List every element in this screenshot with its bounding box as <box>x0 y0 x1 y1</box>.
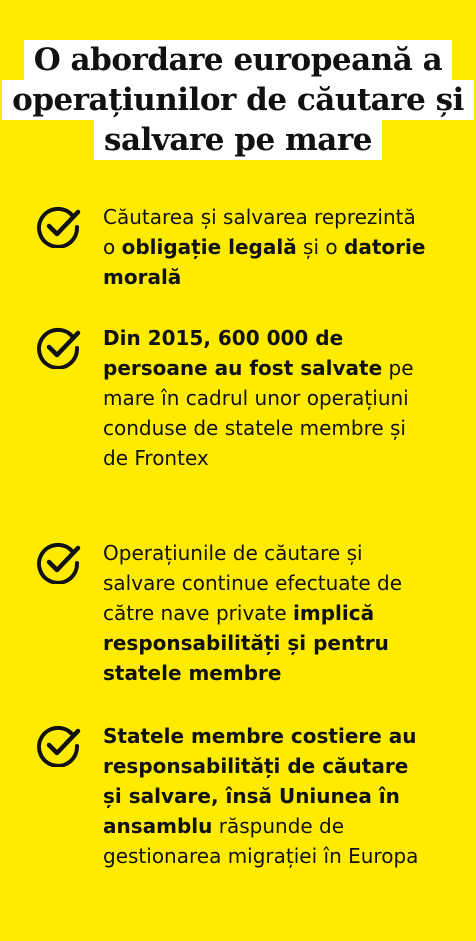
item-text-segment: răspunde de gestionarea migrației în Europa <box>103 814 419 868</box>
title-line-1: O abordare europeană a <box>24 40 452 80</box>
item-text <box>103 323 433 473</box>
title-line-2: operațiunilor de căutare și <box>2 80 474 120</box>
item-text-segment: și o <box>296 235 344 259</box>
check-circle-icon <box>36 721 82 767</box>
item-text-segment-bold: implică responsabilități și pentru statele membre <box>103 601 389 685</box>
page-title <box>0 40 476 160</box>
item-text-segment-bold: obligație legală <box>121 235 297 259</box>
check-circle-icon <box>36 538 82 584</box>
item-text <box>103 538 433 688</box>
item-text-segment: pe mare în cadrul unor operațiuni conduse de statele membre și de Frontex <box>103 356 414 470</box>
item-text-segment-bold: Statele membre costiere au responsabilități de căutare și salvare, însă Uniunea în ansamblu <box>103 724 417 838</box>
check-circle-icon <box>36 202 82 248</box>
item-text-segment: Operațiunile de căutare și salvare continue efectuate de către nave private <box>103 541 403 625</box>
item-text-segment-bold: Din 2015, 600 000 de persoane au fost salvate <box>103 326 383 380</box>
item-text <box>103 721 433 871</box>
item-text-segment-bold: datorie morală <box>103 235 426 289</box>
check-circle-icon <box>36 323 82 369</box>
title-line-3: salvare pe mare <box>94 120 382 160</box>
item-text <box>103 202 433 292</box>
item-text-segment: Căutarea și salvarea reprezintă o <box>103 205 416 259</box>
